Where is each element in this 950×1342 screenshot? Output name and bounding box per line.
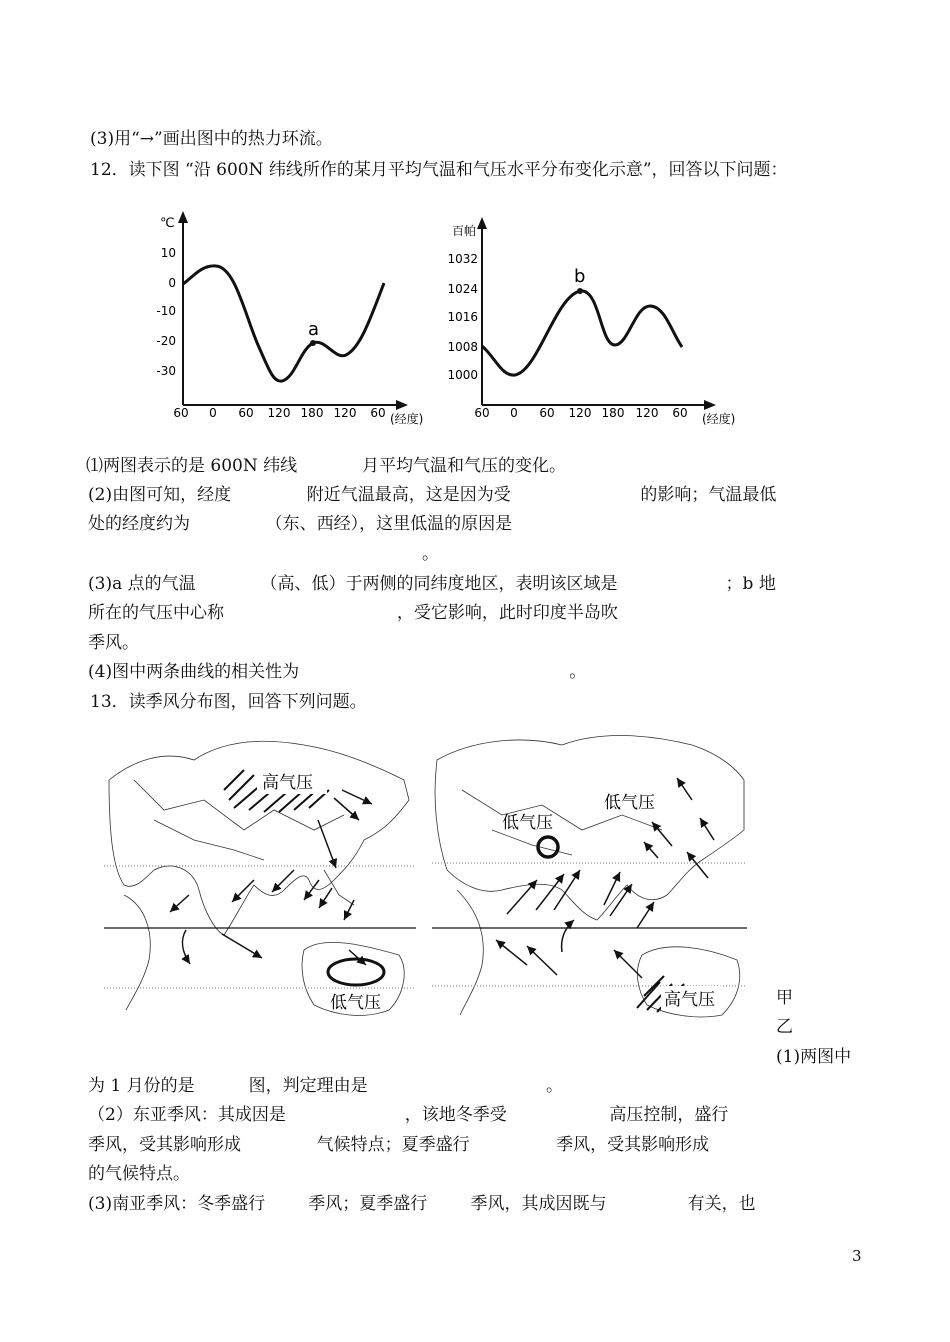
pressure-xtick: 60 [474,406,490,420]
temp-ytick: 0 [168,276,176,290]
pressure-xtick: 60 [672,406,688,420]
monsoon-map-left [104,720,416,1020]
monsoon-map-right [432,720,747,1020]
q13-line5: (3)南亚季风：冬季盛行 季风；夏季盛行 季风，其成因既与 有关，也 [88,1194,756,1214]
coastline [124,895,150,1010]
pressure-ytick: 1000 [447,368,478,382]
q12-line8: (4)图中两条曲线的相关性为 。 [88,662,587,682]
temp-ytick: -10 [156,304,176,318]
q12-line2: (2)由图可知，经度 附近气温最高，这是因为受 的影响；气温最低 [88,485,777,505]
pressure-xlabel: (经度) [702,412,736,426]
pressure-xtick: 120 [635,406,659,420]
pressure-xtick: 60 [539,406,555,420]
q12-line5: (3)a 点的气温 （高、低）于两侧的同纬度地区，表明该区域是 ；b 地 [88,574,776,594]
q13-intro: 13．读季风分布图，回答下列问题。 [90,692,367,712]
pressure-curve [482,291,682,375]
page-number: 3 [852,1247,862,1265]
q13-line2: （2）东亚季风：其成因是 ，该地冬季受 高压控制，盛行 [88,1105,729,1125]
pressure-unit: 百帕 [452,224,477,238]
pressure-ytick: 1032 [447,252,478,266]
map-label-jia: 甲 [776,988,793,1008]
pressure-chart [447,205,750,435]
pressure-xtick: 120 [568,406,592,420]
q12-intro: 12．读下图 “沿 600N 纬线所作的某月平均气温和气压水平分布变化示意”，回答以下问题： [90,160,788,180]
low-pressure-label-a: 低气压 [604,793,655,813]
q13-line1: 为 1 月份的是 图，判定理由是 。 [88,1076,563,1096]
temp-ytick: 10 [160,246,176,260]
temp-xtick: 60 [173,406,189,420]
temp-xtick: 60 [370,406,386,420]
q13-line0: (1)两图中 [776,1047,852,1067]
temp-xtick: 0 [209,406,217,420]
temp-xlabel: (经度) [390,412,424,426]
temp-unit: ℃ [160,216,175,231]
temperature-chart [150,205,424,435]
q11-part3: (3)用“→”画出图中的热力环流。 [90,129,333,149]
high-pressure-label: 高气压 [664,990,715,1010]
pressure-ytick: 1024 [447,282,478,296]
temperature-curve [183,266,384,381]
low-pressure-label-b: 低气压 [502,813,553,833]
pressure-xtick: 0 [510,406,518,420]
low-pressure-ellipse [328,959,384,985]
border-line [492,830,572,855]
q12-line6: 所在的气压中心称 ，受它影响，此时印度半岛吹 [88,603,618,623]
q12-line4: 。 [422,544,439,564]
pressure-ytick: 1008 [447,340,478,354]
point-a [310,340,316,346]
point-b [577,288,583,294]
temp-xtick: 120 [267,406,291,420]
pressure-ytick: 1016 [447,310,478,324]
temp-xtick: 180 [300,406,324,420]
temp-ytick: -30 [156,364,176,378]
pressure-xtick: 180 [601,406,625,420]
low-pressure-label: 低气压 [330,993,381,1013]
coastline [457,890,483,1015]
temp-ytick: -20 [156,334,176,348]
point-a-label: a [308,319,320,340]
map-label-yi: 乙 [776,1017,793,1037]
border-line [154,820,264,860]
q13-line4: 的气候特点。 [88,1164,190,1184]
point-b-label: b [574,266,586,287]
high-pressure-label: 高气压 [262,773,313,793]
coastline [435,736,744,920]
q12-line3: 处的经度约为 （东、西经），这里低温的原因是 [88,514,513,534]
temp-xtick: 120 [333,406,357,420]
temp-xtick: 60 [238,406,254,420]
q12-line1: ⑴两图表示的是 600N 纬线 月平均气温和气压的变化。 [86,456,566,476]
q13-line3: 季风，受其影响形成 气候特点；夏季盛行 季风，受其影响形成 [88,1135,710,1155]
q12-line7: 季风。 [88,633,139,653]
